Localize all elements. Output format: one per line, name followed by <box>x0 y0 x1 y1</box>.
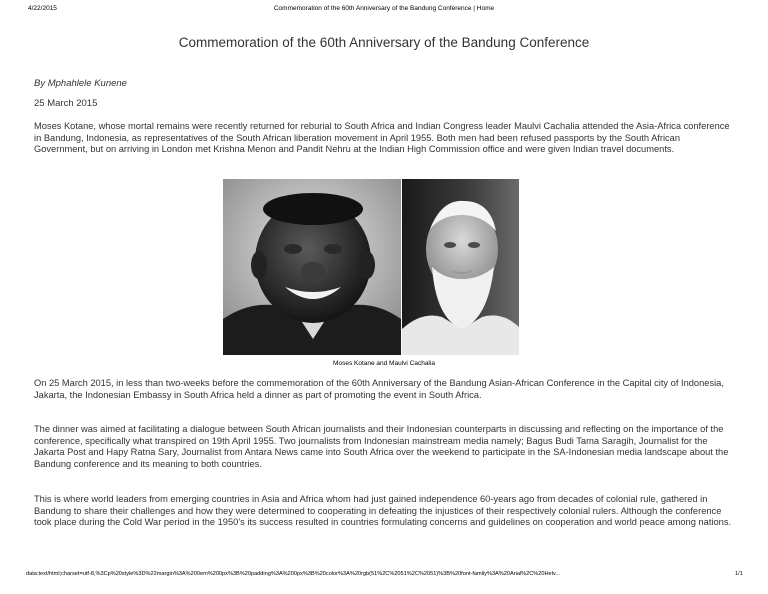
article-paragraph: This is where world leaders from emerging countries in Asia and Africa whom had just gained independence 60-years ago from decades of colonial rule, gathered in Bandung to share their challenges and how they were determined to cooperating in defeating the injustices of their respectively colonial rulers. Although the conference took place during the Cold War period in the 1950's its success resulted in countries formulating concerns and guidelines on cooperation and world peace among nations. <box>34 494 732 528</box>
print-page-title: Commemoration of the 60th Anniversary of the Bandung Conference | Home <box>273 5 495 12</box>
page-number: 1/1 <box>735 571 743 577</box>
article-date: 25 March 2015 <box>34 98 98 109</box>
print-url: data:text/html;charset=utf-8,%3Cp%20style%3D%22margin%3A%200em%200px%3B%20padding%3A%200px%3B%20color%3A%20rgb(51%2C%2051%2C%2051)%3B%20font-family%3A%20Arial%2C%20Helv... <box>26 571 560 577</box>
photo-maulvi-cachalia <box>402 179 519 355</box>
print-footer <box>0 571 768 581</box>
article-paragraph: Moses Kotane, whose mortal remains were recently returned for reburial to South Africa and Indian Congress leader Maulvi Cachalia attended the Asia-Africa conference in Bandung, Indonesia, as representatives of the South African liberation movement in April 1955. Both men had been refused passports by the South African Government, but on arriving in London met Krishna Menon and Pandit Nehru at the Indian High Commission office and were given Indian travel documents. <box>34 121 730 155</box>
article-byline: By Mphahlele Kunene <box>34 78 127 89</box>
print-date: 4/22/2015 <box>28 5 57 12</box>
article-paragraph: On 25 March 2015, in less than two-weeks before the commemoration of the 60th Anniversary of the Bandung Asian-African Conference in the Capital city of Indonesia, Jakarta, the Indonesian Embassy in South Africa held a dinner as part of promoting the event in South Africa. <box>34 378 724 400</box>
article-paragraph: The dinner was aimed at facilitating a dialogue between South African journalists and their Indonesian counterparts in discussing and reflecting on the importance of the conference, specifically what transpired on 19th April 1955. Two journalists from Indonesian mainstream media namely; Bagus Budi Tama Saragih, Journalist for the Jakarta Post and Hapy Ratna Sary, Journalist from Antara News came into South Africa over the weekend to participate in the SA-Indonesian media landscape about the Bandung conference and its meaning to both countries. <box>34 424 729 469</box>
print-header <box>0 5 768 17</box>
photo-moses-kotane <box>223 179 401 355</box>
photo-caption: Moses Kotane and Maulvi Cachalia <box>333 360 435 367</box>
article-title: Commemoration of the 60th Anniversary of the Bandung Conference <box>178 35 590 50</box>
